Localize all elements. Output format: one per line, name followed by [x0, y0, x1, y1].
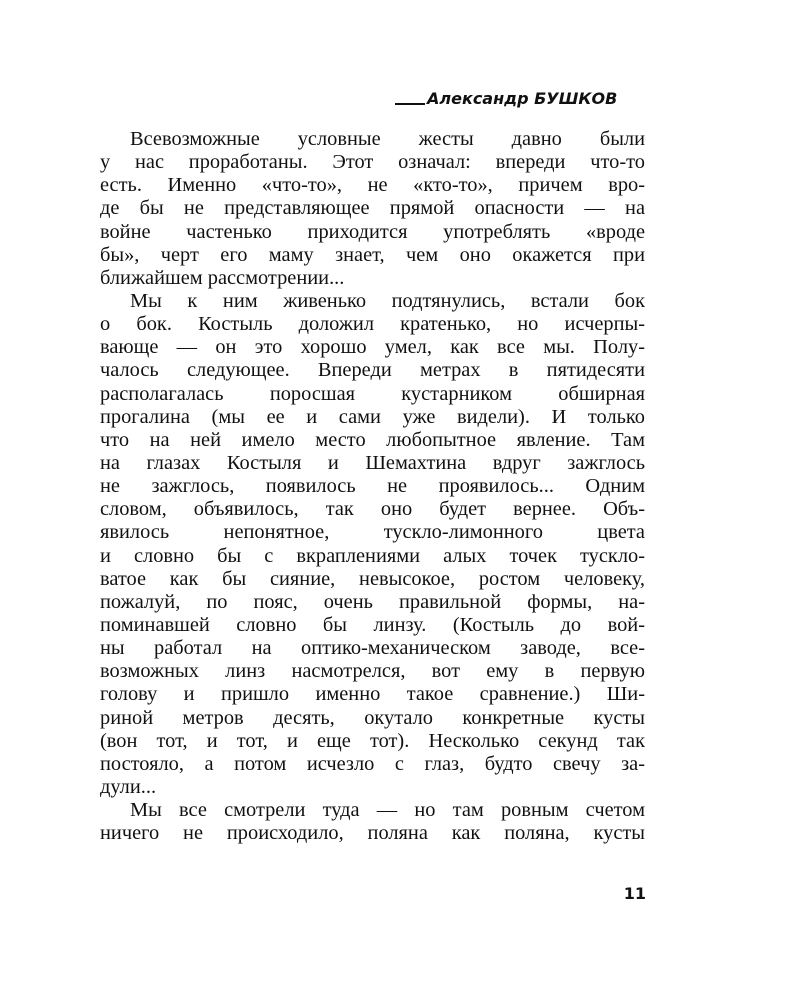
text-line: риной метров десять, окутало конкретные кусты: [100, 706, 645, 729]
header-author: Александр БУШКОВ: [427, 89, 618, 108]
text-line: (вон тот, и тот, и еще тот). Несколько секунд так: [100, 729, 645, 752]
text-line: и словно бы с вкраплениями алых точек тускло-: [100, 544, 645, 567]
body-text: [100, 128, 645, 845]
text-line: явилось непонятное, тускло-лимонного цвета: [100, 521, 645, 544]
text-line: постояло, а потом исчезло с глаз, будто свечу за-: [100, 752, 645, 775]
text-line: ны работал на оптико-механическом заводе, все-: [100, 637, 645, 660]
text-line: дули...: [100, 775, 157, 798]
text-line: Мы все смотрели туда — но там ровным счетом: [130, 799, 645, 822]
text-line: ничего не происходило, поляна как поляна, кусты: [100, 822, 645, 845]
text-line: голову и пришло именно такое сравнение.) Ши-: [100, 683, 645, 706]
text-line: у нас проработаны. Этот означал: впереди что-то: [100, 151, 645, 174]
text-line: вающе — он это хорошо умел, как все мы. Полу-: [100, 336, 645, 359]
text-line: что на ней имело место любопытное явление. Там: [100, 428, 645, 451]
text-line: Мы к ним живенько подтянулись, встали бок: [130, 289, 645, 312]
running-header: [395, 86, 647, 108]
text-line: есть. Именно «что-то», не «кто-то», причем вро-: [100, 174, 645, 197]
text-line: возможных линз насмотрелся, вот ему в первую: [100, 660, 645, 683]
text-line: Всевозможные условные жесты давно были: [130, 128, 645, 150]
text-line: войне частенько приходится употреблять «вроде: [100, 220, 645, 243]
text-line: де бы не представляющее прямой опасности — на: [100, 197, 645, 220]
text-line: о бок. Костыль доложил кратенько, но исчерпы-: [100, 313, 645, 336]
text-line: располагалась поросшая кустарником обширная: [100, 382, 645, 405]
page-number: 11: [623, 884, 646, 903]
text-line: ватое как бы сияние, невысокое, ростом человеку,: [100, 567, 645, 590]
text-line: словом, объявилось, так оно будет вернее. Объ-: [100, 498, 645, 521]
text-line: прогалина (мы ее и сами уже видели). И только: [100, 405, 645, 428]
text-line: бы», черт его маму знает, чем оно окажется при: [100, 243, 645, 266]
text-line: ближайшем рассмотрении...: [100, 266, 345, 289]
text-line: на глазах Костыля и Шемахтина вдруг зажглось: [100, 451, 645, 474]
text-line: пожалуй, по пояс, очень правильной формы, на-: [100, 590, 645, 613]
text-line: не зажглось, появилось не проявилось... Одним: [100, 475, 645, 498]
text-line: поминавшей словно бы линзу. (Костыль до вой-: [100, 613, 645, 636]
header-rule: [395, 103, 425, 105]
text-line: чалось следующее. Впереди метрах в пятидесяти: [100, 359, 645, 382]
